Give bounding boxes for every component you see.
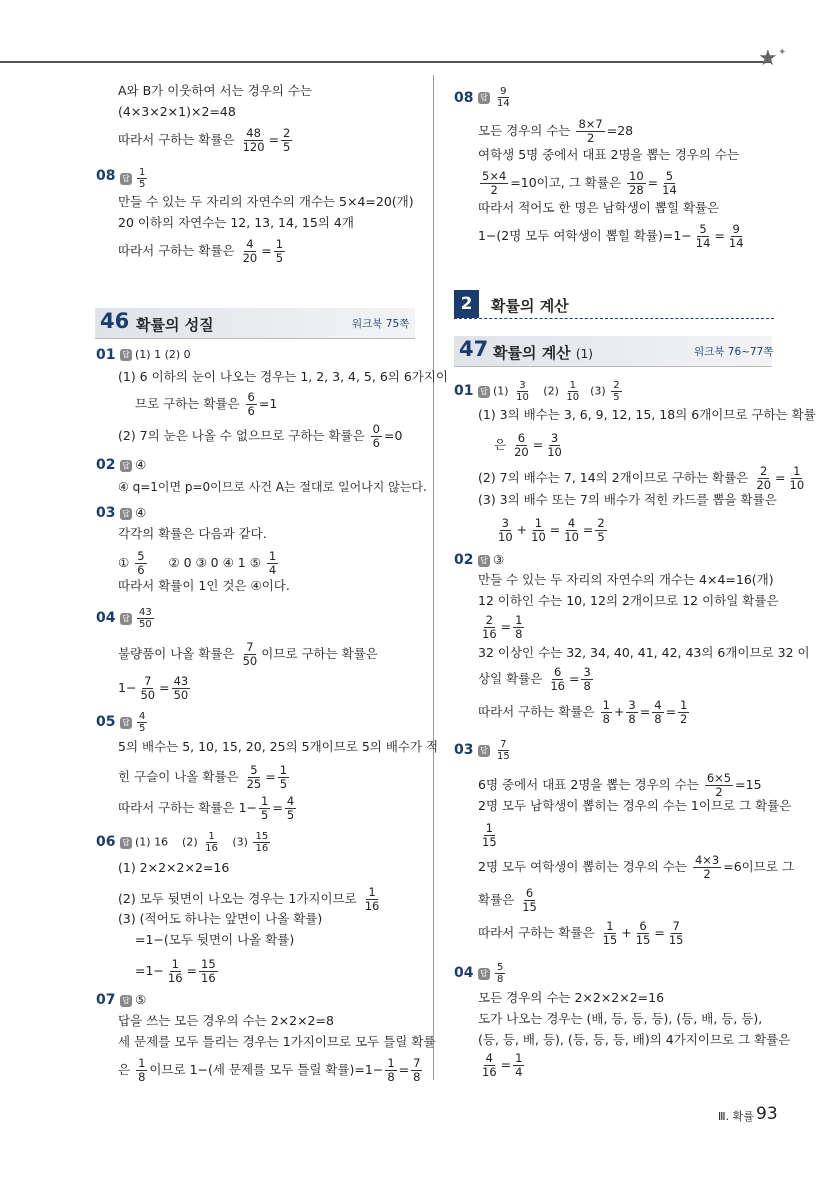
fraction: $\frac{5}{14}$	[695, 222, 711, 250]
text-line: =1−(모두 뒷면이 나올 확률)	[135, 932, 295, 947]
fraction: $\frac{1}{5}$	[139, 167, 146, 190]
text-line: ④ q=1이면 p=0이므로 사건 A는 절대로 일어나지 않는다.	[118, 480, 427, 494]
text-line: 따라서 구하는 확률은 $\frac{1}{8}$ + $\frac{3}{8}$ = $\frac{4}{8}$ = $\frac{1}{2}$	[478, 698, 688, 726]
top-rule	[0, 61, 770, 63]
answer-badge: 답	[120, 995, 132, 1007]
fraction: $\frac{1}{16}$	[167, 957, 183, 985]
fraction: $\frac{7}{8}$	[413, 1056, 421, 1084]
text-line: 만들 수 있는 두 자리의 자연수의 개수는 4×4=16(개)	[478, 572, 774, 587]
text-line: 여학생 5명 중에서 대표 2명을 뽑는 경우의 수는	[478, 147, 740, 162]
fraction: $\frac{1}{5}$	[279, 763, 288, 791]
text-line: 만들 수 있는 두 자리의 자연수의 개수는 5×4=20(개)	[118, 194, 414, 209]
answer-text: ④	[135, 457, 147, 472]
text-span: (2) 모두 뒷면이 나오는 경우는 1가지이므로	[118, 891, 357, 906]
answer	[120, 711, 149, 734]
chapter-footer: Ⅲ. 확률	[718, 1110, 754, 1123]
fraction: $\frac{6}{15}$	[522, 886, 537, 914]
answer-badge: 답	[120, 717, 132, 729]
text-line: 각각의 확률은 다음과 같다.	[118, 526, 267, 541]
fraction: $\frac{15}{16}$	[201, 957, 216, 985]
fraction: $\frac{43}{50}$	[173, 674, 189, 702]
fraction: $\frac{0}{6}$	[372, 422, 380, 450]
star-icon: ★	[758, 46, 778, 71]
text-line: $\frac{5\times 4}{2}$ =10이고, 그 확률은 $\frac{10}{28}$ = $\frac{5}{14}$	[482, 169, 677, 197]
fraction: $\frac{9}{14}$	[728, 222, 744, 250]
answer-badge: 답	[478, 92, 490, 104]
text-line: 5의 배수는 5, 10, 15, 20, 25의 5개이므로 5의 배수가 적	[118, 739, 439, 754]
answer	[478, 962, 507, 985]
answer-badge: 답	[478, 386, 490, 398]
text-span: 따라서 구하는 확률은	[478, 704, 595, 719]
text-span: =10이고, 그 확률은	[510, 175, 622, 190]
question-number: 02	[454, 552, 474, 568]
page-number: 93	[756, 1104, 778, 1124]
answer-text: ③	[493, 552, 505, 567]
fraction: $\frac{3}{10}$	[547, 431, 562, 459]
fraction: $\frac{10}{28}$	[629, 169, 644, 197]
text-span: 따라서 구하는 확률은	[478, 925, 595, 940]
text-span: 따라서 구하는 확률은 1−	[118, 800, 258, 815]
question-number: 04	[454, 965, 474, 981]
fraction: $\frac{1}{8}$	[138, 1056, 146, 1084]
fraction: $\frac{4}{10}$	[564, 516, 579, 544]
section-number: 46	[100, 309, 130, 333]
fraction: $\frac{15}{16}$	[255, 831, 269, 854]
answer-badge: 답	[120, 613, 132, 625]
fraction: $\frac{6\times 5}{2}$	[706, 771, 732, 799]
fraction: $\frac{5}{6}$	[137, 549, 145, 577]
question-number: 01	[96, 347, 116, 363]
question-number: 03	[454, 742, 474, 758]
text-line: 따라서 구하는 확률은 $\frac{4}{20}$ = $\frac{1}{5}$	[118, 237, 284, 265]
fraction: $\frac{5}{8}$	[497, 962, 504, 985]
section-title: 확률의 성질	[136, 316, 214, 334]
chapter-title: 확률의 계산	[491, 297, 569, 315]
question-number: 01	[454, 383, 474, 399]
fraction: $\frac{4}{5}$	[286, 794, 295, 822]
answer-badge: 답	[120, 460, 132, 472]
text-span: 확률은	[478, 892, 515, 907]
fraction: $\frac{2}{20}$	[756, 464, 772, 492]
text-line: $\frac{4}{16}$ = $\frac{1}{4}$	[482, 1051, 523, 1079]
text-span: =1−	[135, 963, 164, 978]
question-number: 05	[96, 714, 116, 730]
question-number: 04	[96, 610, 116, 626]
fraction: $\frac{4\times 3}{2}$	[694, 853, 720, 881]
text-line: (1) 2×2×2×2=16	[118, 860, 230, 875]
text-span: 은	[118, 1062, 131, 1077]
text-line: (1) 6 이하의 눈이 나오는 경우는 1, 2, 3, 4, 5, 6의 6가지이	[118, 369, 449, 384]
fraction: $\frac{2}{5}$	[283, 126, 291, 154]
text-span: 모든 경우의 수는	[478, 123, 571, 138]
text-span: 따라서 구하는 확률은	[118, 243, 235, 258]
text-span: 6명 중에서 대표 2명을 뽑는 경우의 수는	[478, 777, 699, 792]
fraction: $\frac{1}{10}$	[566, 380, 580, 403]
fraction: $\frac{43}{50}$	[139, 607, 152, 630]
answer	[120, 991, 146, 1009]
text-line: (등, 등, 배, 등), (등, 등, 등, 배)의 4가지이므로 그 확률은	[478, 1032, 791, 1047]
answer	[120, 504, 146, 522]
text-line	[478, 118, 633, 145]
fraction: $\frac{4}{5}$	[139, 711, 146, 734]
text-line: 따라서 구하는 확률은 1− $\frac{1}{5}$ = $\frac{4}{5}$	[118, 794, 295, 822]
text-line: 12 이하인 수는 10, 12의 2개이므로 12 이하일 확률은	[478, 593, 779, 608]
fraction: $\frac{1}{4}$	[515, 1051, 523, 1079]
text-line	[478, 822, 501, 849]
text-span: 상일 확률은	[478, 671, 543, 686]
text-line	[478, 887, 541, 914]
chapter-rule	[454, 318, 774, 319]
text-span: 1−(2명 모두 여학생이 뽑힐 확률)=1−	[478, 228, 692, 243]
fraction: $\frac{1}{5}$	[261, 794, 269, 822]
workbook-ref: 워크북 76~77쪽	[694, 346, 774, 358]
text-line: $\frac{3}{10}$ + $\frac{1}{10}$ = $\frac{4}{10}$ = $\frac{2}{5}$	[498, 516, 605, 544]
fraction: $\frac{48}{120}$	[242, 126, 265, 154]
text-line: (4×3×2×1)×2=48	[118, 104, 236, 119]
question-number: 03	[96, 505, 116, 521]
question-number: 08	[96, 168, 116, 184]
text-span: (2) 7의 배수는 7, 14의 2개이므로 구하는 확률은	[478, 470, 749, 485]
fraction: $\frac{1}{2}$	[680, 698, 688, 726]
answer	[478, 551, 504, 569]
sparkle-icon: ✦	[778, 47, 787, 58]
answer-text: (1) 1 (2) 0	[135, 348, 191, 361]
text-line: 힌 구슬이 나올 확률은 $\frac{5}{25}$ = $\frac{1}{5}$	[118, 763, 288, 791]
text-line: 따라서 구하는 확률은 $\frac{1}{15}$ + $\frac{6}{15}$ = $\frac{7}{15}$	[478, 919, 684, 947]
text-span: 이므로 구하는 확률은	[261, 646, 378, 661]
fraction: $\frac{2}{16}$	[482, 613, 497, 641]
answer: 답 (1) $\frac{3}{10}$ (2) $\frac{1}{10}$ (3) $\frac{2}{5}$	[478, 380, 624, 403]
answer-badge: 답	[120, 349, 132, 361]
fraction: $\frac{1}{8}$	[515, 613, 523, 641]
text-span: =6이므로 그	[723, 859, 794, 874]
answer	[120, 167, 149, 190]
fraction: $\frac{4}{8}$	[654, 698, 662, 726]
column-divider	[433, 75, 434, 1080]
section-title	[493, 342, 593, 363]
text-line: (1) 3의 배수는 3, 6, 9, 12, 15, 18의 6개이므로 구하는 확률	[478, 407, 816, 422]
answer	[478, 86, 514, 109]
text-line: 32 이상인 수는 32, 34, 40, 41, 42, 43의 6개이므로 32 이	[478, 645, 810, 660]
fraction: $\frac{1}{15}$	[602, 919, 618, 947]
fraction: $\frac{2}{5}$	[613, 380, 620, 403]
answer-badge: 답	[478, 745, 490, 757]
fraction: $\frac{3}{8}$	[628, 698, 636, 726]
text-span: (2) 7의 눈은 나올 수 없으므로 구하는 확률은	[118, 428, 365, 443]
text-line	[118, 886, 383, 913]
fraction: $\frac{1}{5}$	[275, 237, 284, 265]
text-line: 1−(2명 모두 여학생이 뽑힐 확률)=1− $\frac{5}{14}$ = $\frac{9}{14}$	[478, 222, 744, 250]
text-span: ② 0 ③ 0 ④ 1 ⑤	[168, 555, 261, 570]
fraction: $\frac{6}{6}$	[247, 390, 255, 418]
text-line: 도가 나오는 경우는 (배, 등, 등, 등), (등, 배, 등, 등),	[478, 1011, 763, 1026]
answer	[120, 607, 156, 630]
fraction: $\frac{1}{4}$	[268, 549, 277, 577]
text-line: 2명 모두 남학생이 뽑히는 경우의 수는 1이므로 그 확률은	[478, 798, 792, 813]
fraction: $\frac{4}{16}$	[482, 1051, 497, 1079]
fraction: $\frac{1}{10}$	[789, 464, 805, 492]
text-line: 따라서 확률이 1인 것은 ④이다.	[118, 578, 290, 593]
fraction: $\frac{1}{15}$	[482, 821, 497, 849]
fraction: $\frac{7}{15}$	[497, 739, 510, 762]
answer	[478, 739, 514, 762]
fraction: $\frac{3}{10}$	[516, 380, 529, 403]
answer	[120, 456, 146, 474]
text-line	[478, 854, 794, 881]
text-line: 따라서 적어도 한 명은 남학생이 뽑힐 확률은	[478, 200, 720, 215]
text-line: (2) 7의 배수는 7, 14의 2개이므로 구하는 확률은 $\frac{2}{20}$ = $\frac{1}{10}$	[478, 464, 805, 492]
text-span: 따라서 구하는 확률은	[118, 132, 235, 147]
answer: 답 (1) 16 (2) $\frac{1}{16}$ (3) $\frac{15}{16}$	[120, 831, 272, 854]
text-span: 힌 구슬이 나올 확률은	[118, 769, 239, 784]
text-line: ① $\frac{5}{6}$ ② 0 ③ 0 ④ 1 ⑤ $\frac{1}{4}$	[118, 549, 277, 577]
text-line: 은 $\frac{1}{8}$ 이므로 1−(세 문제를 모두 틀릴 확률)=1− $\frac{1}{8}$ = $\frac{7}{8}$	[118, 1056, 421, 1084]
answer	[120, 346, 191, 364]
text-span: 불량품이 나올 확률은	[118, 646, 235, 661]
answer-text: ⑤	[135, 992, 147, 1007]
fraction: $\frac{3}{8}$	[583, 665, 591, 693]
text-span: 은	[494, 437, 507, 452]
fraction: $\frac{8\times 7}{2}$	[578, 117, 603, 145]
text-span: 2명 모두 여학생이 뽑히는 경우의 수는	[478, 859, 687, 874]
text-line: (3) (적어도 하나는 앞면이 나올 확률)	[118, 911, 323, 926]
text-line: 답을 쓰는 모든 경우의 수는 2×2×2=8	[118, 1013, 334, 1028]
fraction: $\frac{5\times 4}{2}$	[482, 169, 507, 197]
fraction: $\frac{6}{20}$	[514, 431, 529, 459]
text-line: (3) 3의 배수 또는 7의 배수가 적힌 카드를 뽑을 확률은	[478, 492, 777, 507]
fraction: $\frac{5}{25}$	[246, 763, 262, 791]
workbook-ref: 워크북 75쪽	[352, 318, 410, 330]
text-line: =1− $\frac{1}{16}$ = $\frac{15}{16}$	[135, 957, 216, 985]
answer-text: ④	[135, 505, 147, 520]
text-line: (2) 7의 눈은 나올 수 없으므로 구하는 확률은 $\frac{0}{6}$ =0	[118, 422, 403, 450]
answer-badge: 답	[120, 837, 132, 849]
text-span: 므로 구하는 확률은	[135, 396, 240, 411]
fraction: $\frac{1}{10}$	[531, 516, 546, 544]
answer-badge: 답	[120, 508, 132, 520]
text-line: A와 B가 이웃하여 서는 경우의 수는	[118, 83, 312, 98]
fraction: $\frac{1}{8}$	[602, 698, 610, 726]
fraction: $\frac{2}{5}$	[597, 516, 605, 544]
text-line: 상일 확률은 $\frac{6}{16}$ = $\frac{3}{8}$	[478, 665, 591, 693]
fraction: $\frac{4}{20}$	[242, 237, 258, 265]
chapter-number: 2	[454, 290, 479, 318]
fraction: $\frac{1}{8}$	[387, 1056, 395, 1084]
fraction: $\frac{1}{16}$	[205, 831, 218, 854]
text-line: 따라서 구하는 확률은 $\frac{48}{120}$ = $\frac{2}{5}$	[118, 126, 291, 154]
text-line: 세 문제를 모두 틀리는 경우는 1가지이므로 모두 틀릴 확률	[118, 1034, 436, 1049]
fraction: $\frac{7}{15}$	[668, 919, 684, 947]
question-number: 02	[96, 457, 116, 473]
text-line: $\frac{2}{16}$ = $\frac{1}{8}$	[482, 613, 523, 641]
fraction: $\frac{9}{14}$	[497, 86, 510, 109]
fraction: $\frac{7}{50}$	[242, 640, 258, 668]
fraction: $\frac{6}{16}$	[550, 665, 565, 693]
fraction: $\frac{1}{16}$	[364, 885, 380, 913]
section-title-text: 확률의 계산	[493, 344, 571, 362]
fraction: $\frac{5}{14}$	[662, 169, 677, 197]
text-span: =15	[735, 777, 762, 792]
text-line: 은 $\frac{6}{20}$ = $\frac{3}{10}$	[494, 431, 562, 459]
section-number: 47	[459, 337, 489, 361]
answer-badge: 답	[478, 968, 490, 980]
section-subtitle: (1)	[575, 347, 593, 361]
text-line: 모든 경우의 수는 2×2×2×2=16	[478, 990, 665, 1005]
text-line	[478, 772, 762, 799]
question-number: 06	[96, 834, 116, 850]
question-number: 08	[454, 90, 474, 106]
text-span: 이므로 1−(세 문제를 모두 틀릴 확률)=1−	[149, 1062, 384, 1077]
text-line: 므로 구하는 확률은 $\frac{6}{6}$ =1	[135, 390, 278, 418]
question-number: 07	[96, 992, 116, 1008]
fraction: $\frac{7}{50}$	[140, 674, 156, 702]
fraction: $\frac{6}{15}$	[635, 919, 651, 947]
fraction: $\frac{3}{10}$	[498, 516, 513, 544]
text-span: =28	[606, 123, 634, 138]
text-line: 1− $\frac{7}{50}$ = $\frac{43}{50}$	[118, 674, 189, 702]
answer-badge: 답	[478, 555, 490, 567]
answer-badge: 답	[120, 173, 132, 185]
text-line	[118, 641, 378, 668]
text-line: 20 이하의 자연수는 12, 13, 14, 15의 4개	[118, 215, 354, 230]
